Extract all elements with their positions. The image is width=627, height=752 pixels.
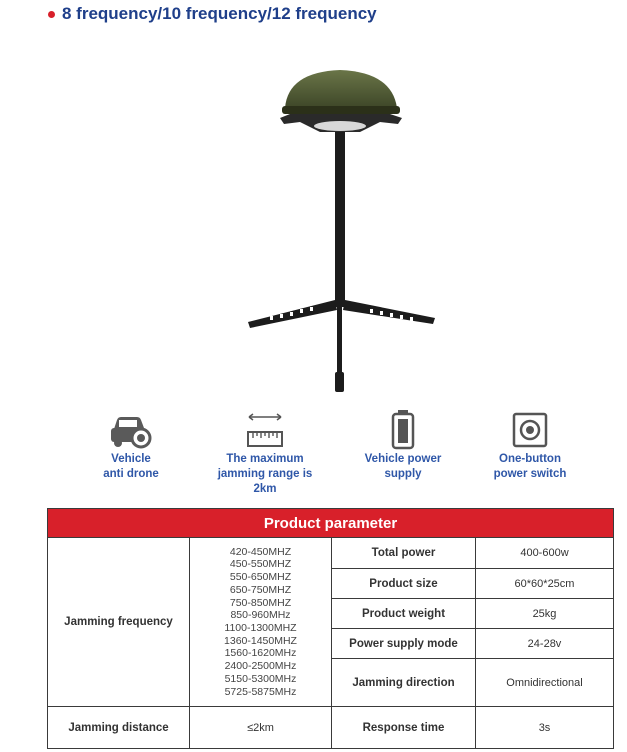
bullet-dot-icon [48, 11, 55, 18]
frequency-list-cell [190, 538, 332, 707]
feature-icons-row [0, 400, 627, 500]
spec-name: Product weight [332, 599, 476, 629]
spec-value: 60*60*25cm [476, 569, 614, 599]
ruler-icon [245, 410, 285, 450]
spec-name: Total power [332, 538, 476, 569]
feature-vehicle-power-supply: Vehicle power supply [338, 400, 468, 482]
jamming-distance-label: Jamming distance [48, 707, 190, 749]
feature-jamming-range: The maximum jamming range is 2km [200, 400, 330, 497]
feature-one-button-power-switch: One-button power switch [465, 400, 595, 482]
jammer-product-image [240, 60, 440, 400]
table-title: Product parameter [48, 509, 614, 538]
spec-value: 400-600w [476, 538, 614, 569]
product-parameter-table [47, 508, 614, 749]
car-icon [109, 410, 153, 450]
jamming-distance-value: ≤2km [190, 707, 332, 749]
spec-name: Power supply mode [332, 629, 476, 659]
battery-icon [390, 408, 416, 450]
response-time-label: Response time [332, 707, 476, 749]
power-switch-icon [512, 412, 548, 450]
spec-name: Product size [332, 569, 476, 599]
response-time-value: 3s [476, 707, 614, 749]
jamming-frequency-label: Jamming frequency [48, 538, 190, 707]
spec-name: Jamming direction [332, 659, 476, 707]
spec-value: 25kg [476, 599, 614, 629]
spec-value: Omnidirectional [476, 659, 614, 707]
frequency-list: 420-450MHZ 450-550MHZ 550-650MHZ 650-750MHZ 750-850MHZ 850-960MHz 1100-1300MHZ 1360-1450MHZ 1560-1620MHz 2400-2500MHz 5150-5300MHz 5725-5875MHz [224, 545, 297, 698]
feature-vehicle-anti-drone: Vehicle anti drone [66, 400, 196, 482]
spec-value: 24-28v [476, 629, 614, 659]
section-heading [48, 4, 377, 24]
heading-text: 8 frequency/10 frequency/12 frequency [62, 4, 377, 23]
